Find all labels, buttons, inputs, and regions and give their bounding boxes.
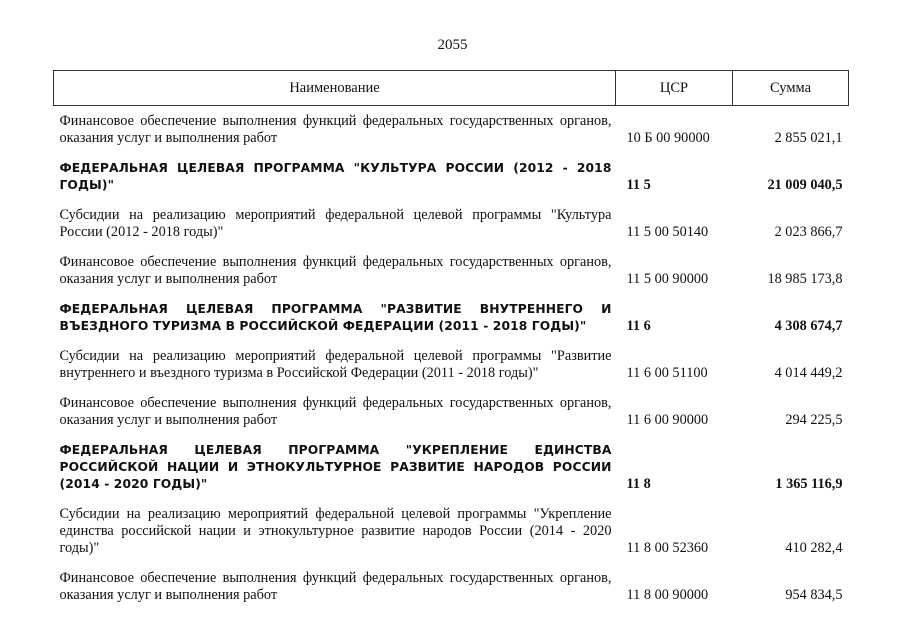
table-row <box>54 388 849 435</box>
program-row <box>54 435 849 499</box>
row-csr: 11 5 00 90000 <box>626 271 709 287</box>
table-row <box>54 341 849 388</box>
row-csr: 11 8 <box>626 476 651 492</box>
row-sum: 4 014 449,2 <box>774 365 843 381</box>
row-csr: 11 6 00 51100 <box>626 365 708 381</box>
program-row <box>54 294 849 341</box>
row-sum: 21 009 040,5 <box>767 177 843 193</box>
row-sum: 2 023 866,7 <box>774 224 843 240</box>
table-row <box>54 563 849 610</box>
row-sum: 954 834,5 <box>785 587 843 603</box>
row-name: ФЕДЕРАЛЬНАЯ ЦЕЛЕВАЯ ПРОГРАММА "РАЗВИТИЕ ВНУТРЕННЕГО И ВЪЕЗДНОГО ТУРИЗМА В РОССИЙСКОЙ ФЕДЕРАЦИИ (2011 - 2018 ГОДЫ)" <box>59 302 612 333</box>
column-header-name: Наименование <box>54 71 616 106</box>
row-sum: 18 985 173,8 <box>767 271 843 287</box>
row-name: Субсидии на реализацию мероприятий федеральной целевой программы "Укрепление единства российской нации и этнокультурное развитие народов России (2014 - 2020 годы)" <box>59 506 612 556</box>
row-sum: 1 365 116,9 <box>775 476 843 492</box>
row-csr: 11 6 00 90000 <box>626 412 709 428</box>
column-header-sum: Сумма <box>733 71 849 106</box>
row-name: Финансовое обеспечение выполнения функций федеральных государственных органов, оказания услуг и выполнения работ <box>59 395 612 428</box>
table-row <box>54 499 849 563</box>
row-sum: 410 282,4 <box>785 540 843 556</box>
table-header <box>54 71 849 106</box>
column-header-csr: ЦСР <box>616 71 733 106</box>
row-csr: 11 5 <box>626 177 651 193</box>
row-csr: 10 Б 00 90000 <box>626 130 710 146</box>
table-row <box>54 247 849 294</box>
row-name: Финансовое обеспечение выполнения функций федеральных государственных органов, оказания услуг и выполнения работ <box>59 570 612 603</box>
row-sum: 294 225,5 <box>785 412 843 428</box>
table-row <box>54 200 849 247</box>
budget-table <box>53 70 849 610</box>
row-name: Финансовое обеспечение выполнения функций федеральных государственных органов, оказания услуг и выполнения работ <box>59 254 612 287</box>
table-row <box>54 106 849 154</box>
row-csr: 11 5 00 50140 <box>626 224 709 240</box>
page-number: 2055 <box>437 37 468 53</box>
row-sum: 2 855 021,1 <box>774 130 843 146</box>
row-name: ФЕДЕРАЛЬНАЯ ЦЕЛЕВАЯ ПРОГРАММА "УКРЕПЛЕНИЕ ЕДИНСТВА РОССИЙСКОЙ НАЦИИ И ЭТНОКУЛЬТУРНОЕ РАЗВИТИЕ НАРОДОВ РОССИИ (2014 - 2020 ГОДЫ)" <box>59 443 612 491</box>
row-name: Субсидии на реализацию мероприятий федеральной целевой программы "Развитие внутреннего и въездного туризма в Российской Федерации (2011 - 2018 годы)" <box>59 348 612 381</box>
row-sum: 4 308 674,7 <box>774 318 843 334</box>
table-body <box>54 106 849 611</box>
row-csr: 11 6 <box>626 318 651 334</box>
row-name: Финансовое обеспечение выполнения функций федеральных государственных органов, оказания услуг и выполнения работ <box>59 113 612 146</box>
header-row <box>54 71 849 106</box>
row-name: Субсидии на реализацию мероприятий федеральной целевой программы "Культура России (2012 - 2018 годы)" <box>59 207 612 240</box>
row-name: ФЕДЕРАЛЬНАЯ ЦЕЛЕВАЯ ПРОГРАММА "КУЛЬТУРА РОССИИ (2012 - 2018 ГОДЫ)" <box>59 161 612 192</box>
program-row <box>54 153 849 200</box>
row-csr: 11 8 00 90000 <box>626 587 709 603</box>
row-csr: 11 8 00 52360 <box>626 540 709 556</box>
